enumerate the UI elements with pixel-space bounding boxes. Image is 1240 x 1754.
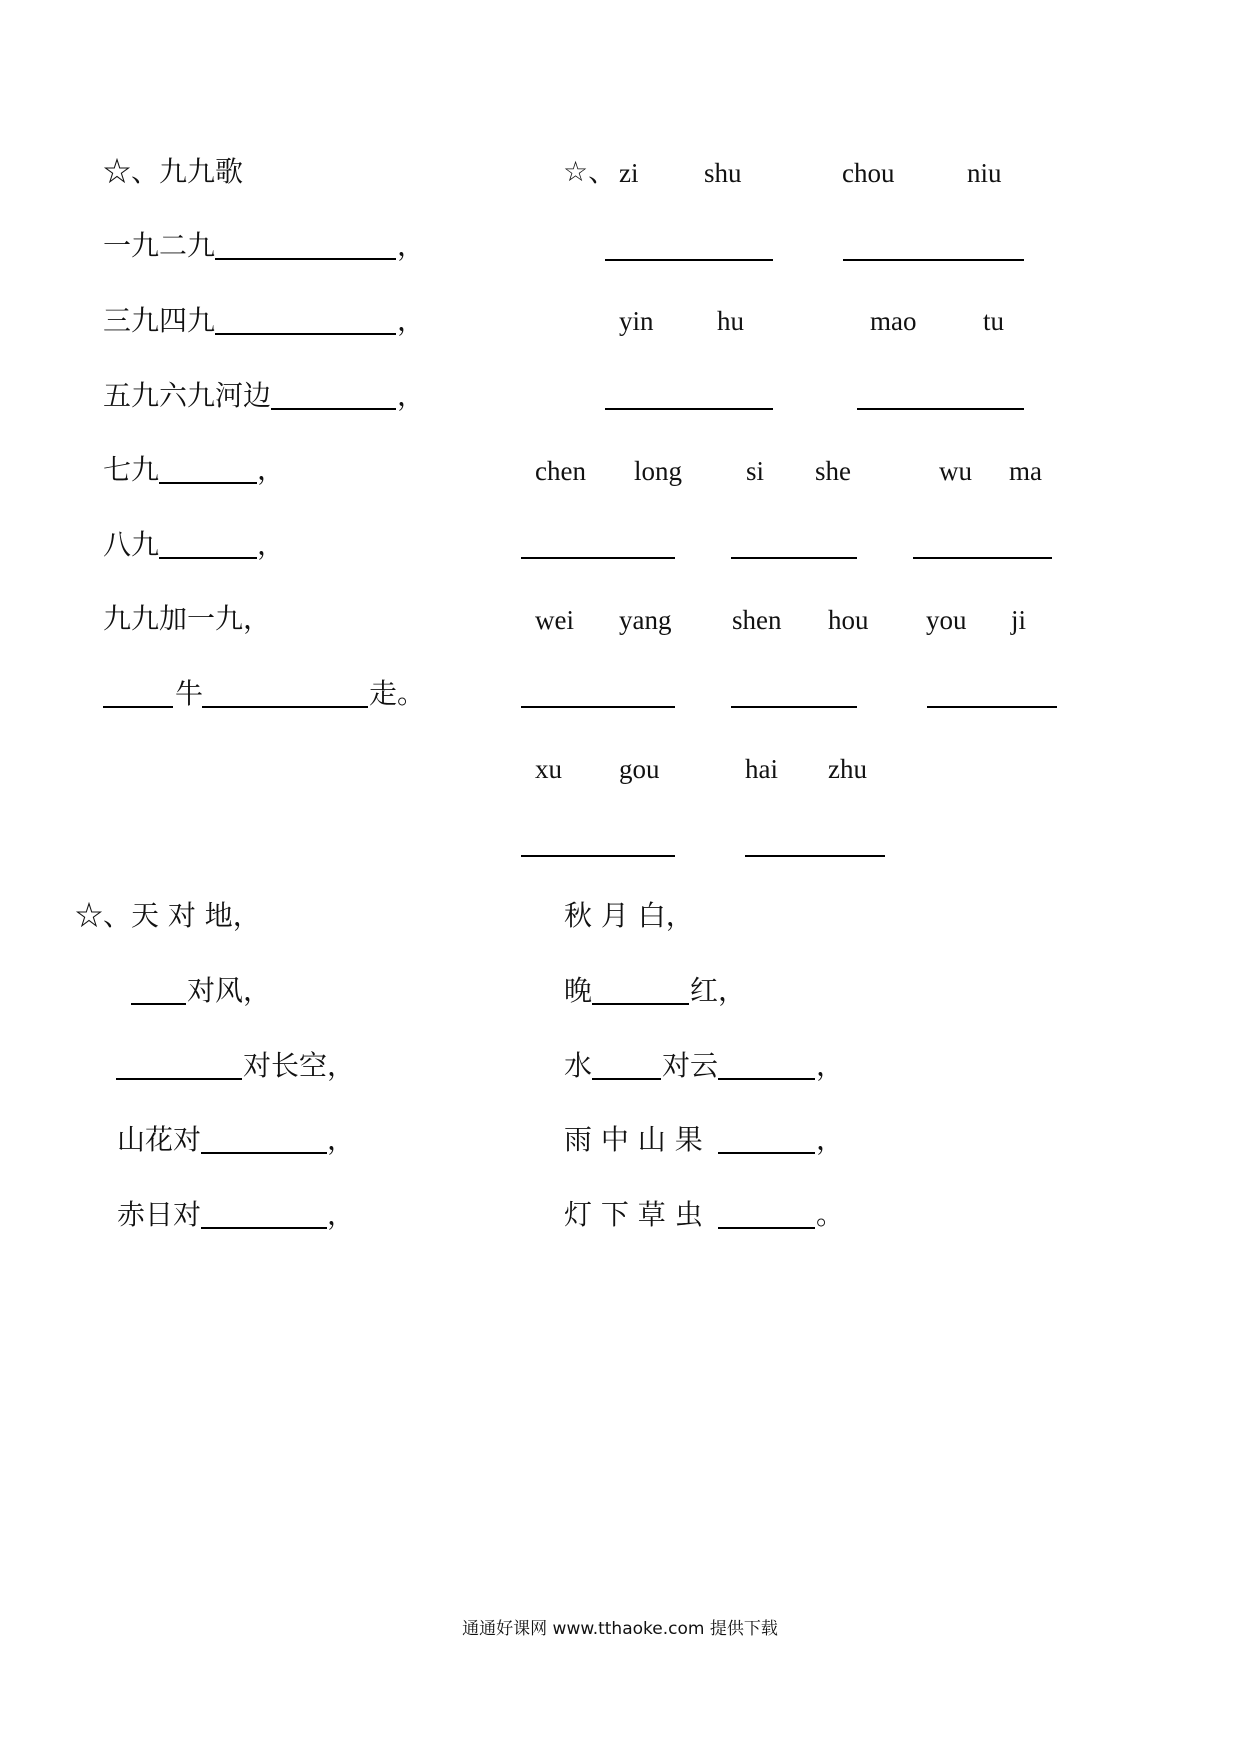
blank-pinyin-4-1[interactable] bbox=[521, 706, 675, 708]
blank-pinyin-2-2[interactable] bbox=[857, 408, 1024, 410]
blank-couplet-right-3b[interactable] bbox=[718, 1078, 815, 1080]
pinyin-word: ma bbox=[1009, 456, 1042, 486]
blank-pinyin-1-2[interactable] bbox=[843, 259, 1024, 261]
blank-couplet-left-2[interactable] bbox=[131, 1003, 186, 1005]
blank-pinyin-3-1[interactable] bbox=[521, 557, 675, 559]
pinyin-word: xu bbox=[535, 754, 562, 784]
blank-rhyme-5[interactable] bbox=[159, 557, 257, 559]
couplet-left-line-3: 对长空， bbox=[243, 1049, 356, 1082]
couplet-right-line-4-pre: 雨 中 山 果 bbox=[564, 1123, 703, 1156]
couplet-right-line-3-mid: 对云 bbox=[662, 1049, 719, 1082]
pinyin-star: ☆、 bbox=[563, 155, 617, 188]
couplet-left-line-1: ☆、天 对 地， bbox=[75, 899, 261, 932]
pinyin-word: chen bbox=[535, 456, 586, 486]
pinyin-word: wei bbox=[535, 605, 574, 635]
pinyin-word: long bbox=[634, 456, 683, 486]
blank-couplet-left-5[interactable] bbox=[201, 1227, 327, 1229]
pinyin-word: shen bbox=[732, 605, 782, 635]
blank-couplet-left-3[interactable] bbox=[116, 1078, 242, 1080]
comma: ， bbox=[327, 1198, 356, 1231]
blank-couplet-right-3a[interactable] bbox=[592, 1078, 661, 1080]
rhyme-title: ☆、九九歌 bbox=[103, 155, 244, 188]
blank-pinyin-5-2[interactable] bbox=[745, 855, 885, 857]
pinyin-word: zhu bbox=[828, 754, 867, 784]
rhyme-line-7-end: 走。 bbox=[369, 677, 426, 710]
pinyin-word: you bbox=[926, 605, 967, 635]
pinyin-word: ji bbox=[1011, 605, 1027, 635]
blank-pinyin-4-3[interactable] bbox=[927, 706, 1057, 708]
blank-couplet-right-5[interactable] bbox=[718, 1227, 815, 1229]
pinyin-word: si bbox=[746, 456, 765, 486]
pinyin-word: shu bbox=[704, 158, 742, 188]
pinyin-word: wu bbox=[939, 456, 972, 486]
couplet-right-line-2-post: 红， bbox=[690, 974, 747, 1007]
comma: ， bbox=[327, 1123, 356, 1156]
rhyme-line-4: 七九 bbox=[103, 453, 160, 486]
pinyin-word: hu bbox=[717, 306, 744, 336]
couplet-right-line-3-pre: 水 bbox=[564, 1049, 593, 1082]
rhyme-line-6: 九九加一九， bbox=[103, 602, 272, 635]
blank-rhyme-3[interactable] bbox=[271, 408, 396, 410]
blank-rhyme-7b[interactable] bbox=[202, 706, 368, 708]
rhyme-line-3: 五九六九河边 bbox=[103, 379, 272, 412]
comma: ， bbox=[257, 453, 286, 486]
pinyin-word: mao bbox=[870, 306, 917, 336]
pinyin-word: hai bbox=[745, 754, 778, 784]
blank-rhyme-1[interactable] bbox=[215, 258, 396, 260]
pinyin-word: she bbox=[815, 456, 851, 486]
pinyin-word: yang bbox=[619, 605, 672, 635]
blank-pinyin-3-3[interactable] bbox=[913, 557, 1052, 559]
pinyin-word: tu bbox=[983, 306, 1005, 336]
couplet-left-line-5: 赤日对 bbox=[117, 1198, 202, 1231]
blank-pinyin-3-2[interactable] bbox=[731, 557, 857, 559]
blank-couplet-right-2[interactable] bbox=[592, 1003, 689, 1005]
couplet-right-line-5-pre: 灯 下 草 虫 bbox=[564, 1198, 703, 1231]
blank-pinyin-1-1[interactable] bbox=[605, 259, 773, 261]
pinyin-word: hou bbox=[828, 605, 869, 635]
pinyin-word: zi bbox=[619, 158, 639, 188]
blank-couplet-right-4[interactable] bbox=[718, 1152, 815, 1154]
blank-pinyin-4-2[interactable] bbox=[731, 706, 857, 708]
comma: ， bbox=[397, 229, 426, 262]
couplet-left-line-4: 山花对 bbox=[117, 1123, 202, 1156]
comma: ， bbox=[397, 379, 426, 412]
footer-credit: 通通好课网 www.tthaoke.com 提供下载 bbox=[462, 1619, 778, 1639]
comma: ， bbox=[397, 304, 426, 337]
blank-rhyme-7a[interactable] bbox=[103, 706, 173, 708]
pinyin-word: gou bbox=[619, 754, 660, 784]
couplet-right-line-2-pre: 晚 bbox=[564, 974, 593, 1007]
comma: ， bbox=[257, 528, 286, 561]
rhyme-line-5: 八九 bbox=[103, 528, 160, 561]
period: 。 bbox=[816, 1198, 845, 1231]
rhyme-line-2: 三九四九 bbox=[103, 304, 216, 337]
blank-couplet-left-4[interactable] bbox=[201, 1152, 327, 1154]
pinyin-word: niu bbox=[967, 158, 1002, 188]
blank-pinyin-5-1[interactable] bbox=[521, 855, 675, 857]
couplet-right-line-1: 秋 月 白， bbox=[564, 899, 694, 932]
rhyme-line-7-mid: 牛 bbox=[175, 677, 204, 710]
blank-rhyme-4[interactable] bbox=[159, 482, 257, 484]
rhyme-line-1: 一九二九 bbox=[103, 229, 216, 262]
pinyin-word: yin bbox=[619, 306, 654, 336]
comma: ， bbox=[816, 1123, 845, 1156]
blank-pinyin-2-1[interactable] bbox=[605, 408, 773, 410]
blank-rhyme-2[interactable] bbox=[215, 333, 396, 335]
comma: ， bbox=[816, 1049, 845, 1082]
pinyin-word: chou bbox=[842, 158, 895, 188]
couplet-left-line-2: 对风， bbox=[187, 974, 272, 1007]
